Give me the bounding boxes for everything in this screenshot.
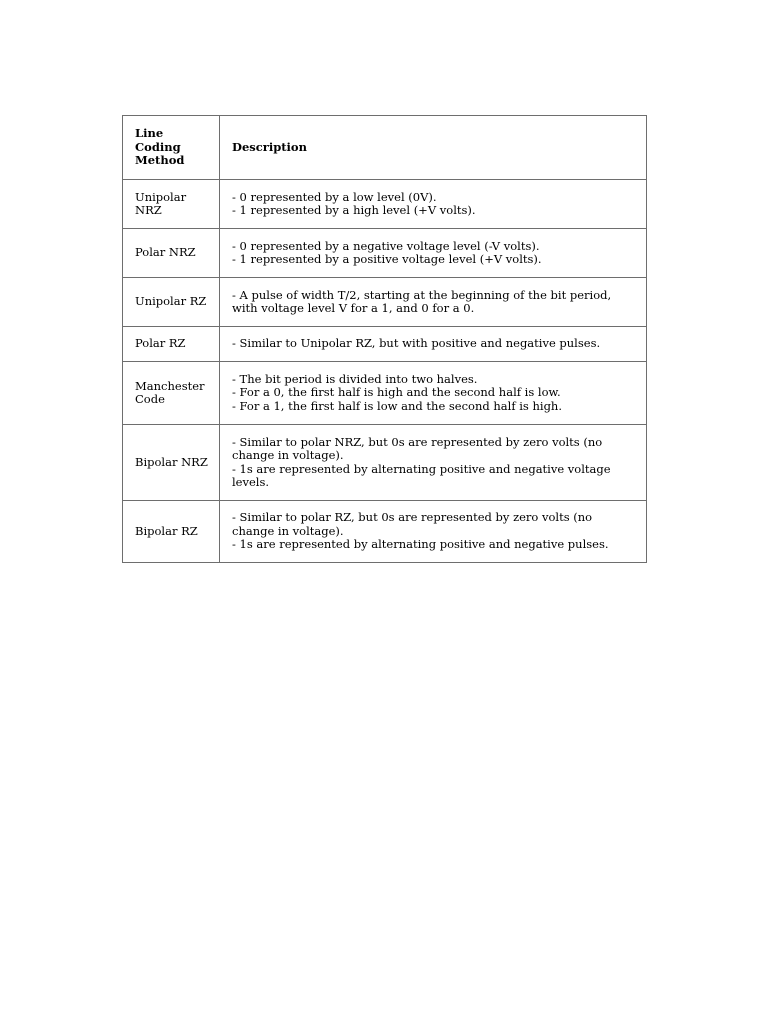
- method-cell: Unipolar RZ: [123, 278, 220, 327]
- description-line: - 0 represented by a low level (0V).: [232, 189, 437, 204]
- header-method: Line Coding Method: [123, 116, 220, 180]
- description-line: - The bit period is divided into two halves.: [232, 371, 478, 386]
- description-cell: [220, 501, 647, 563]
- table-row: [123, 278, 647, 327]
- header-description: Description: [220, 116, 647, 180]
- description-line: - For a 1, the first half is low and the second half is high.: [232, 398, 562, 413]
- description-cell: [220, 229, 647, 278]
- table-row: [123, 425, 647, 501]
- description-cell: [220, 278, 647, 327]
- description-cell: [220, 425, 647, 501]
- description-line: - Similar to polar NRZ, but 0s are represented by zero volts (no change in voltage).: [232, 434, 603, 462]
- table-header-row: [123, 116, 647, 180]
- description-cell: [220, 362, 647, 425]
- method-cell: Bipolar RZ: [123, 501, 220, 563]
- description-line: - For a 0, the first half is high and the second half is low.: [232, 385, 561, 400]
- method-cell: Polar RZ: [123, 327, 220, 362]
- table-row: [123, 229, 647, 278]
- description-cell: [220, 180, 647, 229]
- description-line: - 0 represented by a negative voltage level (-V volts).: [232, 238, 540, 253]
- method-cell: Unipolar NRZ: [123, 180, 220, 229]
- table-row: [123, 501, 647, 563]
- description-line: - Similar to polar RZ, but 0s are represented by zero volts (no change in voltage).: [232, 510, 593, 538]
- table-row: [123, 180, 647, 229]
- table-row: [123, 327, 647, 362]
- description-line: - 1 represented by a positive voltage level (+V volts).: [232, 252, 542, 266]
- description-cell: [220, 327, 647, 362]
- table-row: [123, 362, 647, 425]
- method-cell: Polar NRZ: [123, 229, 220, 278]
- description-line: - 1 represented by a high level (+V volts).: [232, 203, 476, 217]
- method-cell: Manchester Code: [123, 362, 220, 425]
- line-coding-table: [122, 115, 647, 563]
- description-line: - A pulse of width T/2, starting at the beginning of the bit period, with voltage level V for a 1, and 0 for a 0.: [232, 287, 612, 315]
- description-line: - 1s are represented by alternating positive and negative voltage levels.: [232, 461, 611, 489]
- description-line: - Similar to Unipolar RZ, but with positive and negative pulses.: [232, 336, 601, 351]
- description-line: - 1s are represented by alternating positive and negative pulses.: [232, 537, 609, 552]
- method-cell: Bipolar NRZ: [123, 425, 220, 501]
